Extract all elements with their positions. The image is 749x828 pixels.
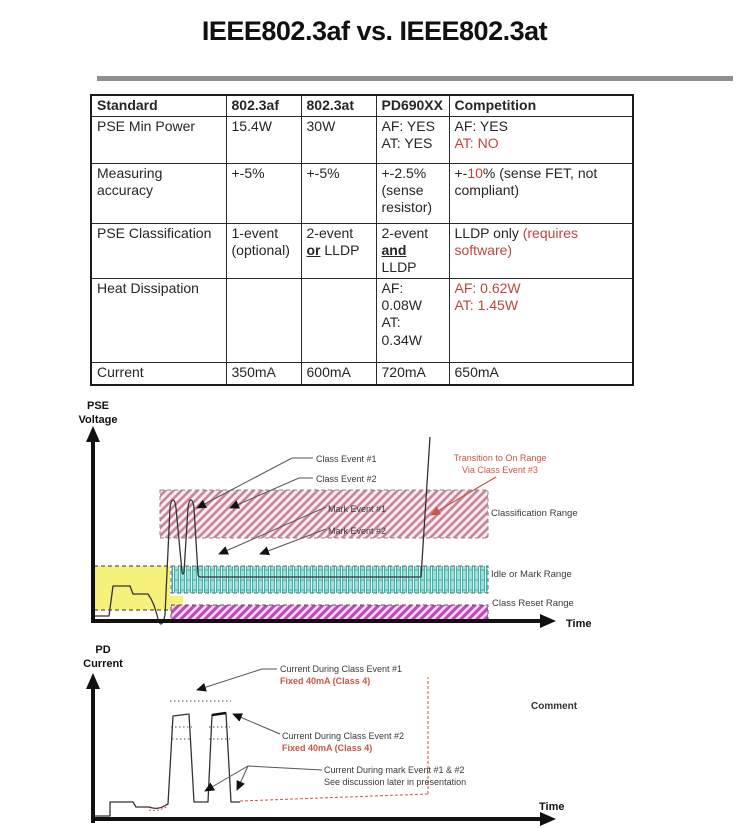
x-axis-label: Time xyxy=(539,801,565,813)
table-cell: 720mA xyxy=(376,362,449,385)
y-axis-label-line2: Current xyxy=(83,658,123,670)
pd-current-diagram xyxy=(0,640,749,828)
table-cell: AF: YES AT: NO xyxy=(449,116,633,163)
transition-label-line2: Via Class Event #3 xyxy=(462,465,538,475)
fixed-40ma-label-1: Fixed 40mA (Class 4) xyxy=(280,676,371,686)
column-header-pd690xx: PD690XX xyxy=(376,95,449,116)
x-axis-label: Time xyxy=(566,618,592,630)
y-axis-label-line1: PSE xyxy=(86,400,110,412)
comment-label: Comment xyxy=(531,701,578,712)
table-cell: 15.4W xyxy=(226,116,301,163)
y-axis-label-line2: Voltage xyxy=(78,414,118,426)
x-axis-arrow-icon xyxy=(540,614,556,628)
class-event-2-label: Class Event #2 xyxy=(316,474,377,484)
leader-line-current-class-event-2 xyxy=(233,714,280,734)
table-row xyxy=(91,278,633,362)
table-cell: +-10% (sense FET, not compliant) xyxy=(449,163,633,223)
transition-label-line1: Transition to On Range xyxy=(453,453,547,463)
class-reset-range-band xyxy=(171,605,488,620)
y-axis-arrow-icon xyxy=(86,673,100,689)
table-cell: 600mA xyxy=(301,362,376,385)
table-cell: +-2.5% (sense resistor) xyxy=(376,163,449,223)
table-cell: +-5% xyxy=(301,163,376,223)
class-level-dotted-lines xyxy=(170,701,231,739)
table-cell: 2-event and LLDP xyxy=(376,223,449,278)
detection-range-band xyxy=(94,566,183,610)
mark-event-current-label: Current During mark Event #1 & #2 xyxy=(324,765,465,775)
table-cell: AF: YES AT: YES xyxy=(376,116,449,163)
table-cell: AF: 0.62W AT: 1.45W xyxy=(449,278,633,362)
column-header-competition: Competition xyxy=(449,95,633,116)
table-row xyxy=(91,163,633,223)
table-cell: AF: 0.08W AT: 0.34W xyxy=(376,278,449,362)
pse-voltage-diagram xyxy=(0,395,749,635)
fixed-40ma-label-2: Fixed 40mA (Class 4) xyxy=(282,743,373,753)
idle-or-mark-range-label: Idle or Mark Range xyxy=(491,569,572,580)
leader-line-mark-current-1 xyxy=(205,766,322,791)
column-header-af: 802.3af xyxy=(226,95,301,116)
table-cell red: 650mA xyxy=(449,362,633,385)
y-axis-arrow-icon xyxy=(86,426,100,442)
table-cell: LLDP only (requires software) xyxy=(449,223,633,278)
comparison-table xyxy=(90,94,634,386)
row-label: Current xyxy=(91,362,226,385)
classification-range-band xyxy=(160,490,488,538)
table-row xyxy=(91,223,633,278)
leader-line-current-class-event-1 xyxy=(197,669,277,690)
column-header-at: 802.3at xyxy=(301,95,376,116)
table-row xyxy=(91,116,633,163)
mark-event-2-label: Mark Event #2 xyxy=(328,526,387,536)
row-label: PSE Classification xyxy=(91,223,226,278)
table-row xyxy=(91,362,633,385)
current-trace-pulse2-top xyxy=(212,713,226,715)
table-cell xyxy=(226,278,301,362)
page-title: IEEE802.3af vs. IEEE802.3at xyxy=(201,16,548,46)
column-header-standard: Standard xyxy=(91,95,226,116)
idle-or-mark-range-band xyxy=(171,566,488,593)
table-cell: 2-event or LLDP xyxy=(301,223,376,278)
row-label: PSE Min Power xyxy=(91,116,226,163)
current-class-event-1-label: Current During Class Event #1 xyxy=(280,664,403,674)
x-axis-arrow-icon xyxy=(540,812,556,826)
table-cell xyxy=(301,278,376,362)
mark-event-1-label: Mark Event #1 xyxy=(328,504,387,514)
class-event-1-label: Class Event #1 xyxy=(316,454,377,464)
see-discussion-label: See discussion later in presentation xyxy=(324,777,467,787)
row-label: Heat Dissipation xyxy=(91,278,226,362)
table-cell: 1-event (optional) xyxy=(226,223,301,278)
row-label: Measuring accuracy xyxy=(91,163,226,223)
y-axis-label-line1: PD xyxy=(95,644,111,656)
table-cell: 30W xyxy=(301,116,376,163)
class-reset-range-label: Class Reset Range xyxy=(492,598,574,609)
title-divider xyxy=(97,76,733,81)
classification-range-label: Classification Range xyxy=(491,508,578,519)
table-cell: 350mA xyxy=(226,362,301,385)
table-cell: +-5% xyxy=(226,163,301,223)
table-header-row xyxy=(91,95,633,116)
current-class-event-2-label: Current During Class Event #2 xyxy=(282,731,405,741)
current-trace xyxy=(95,713,240,816)
